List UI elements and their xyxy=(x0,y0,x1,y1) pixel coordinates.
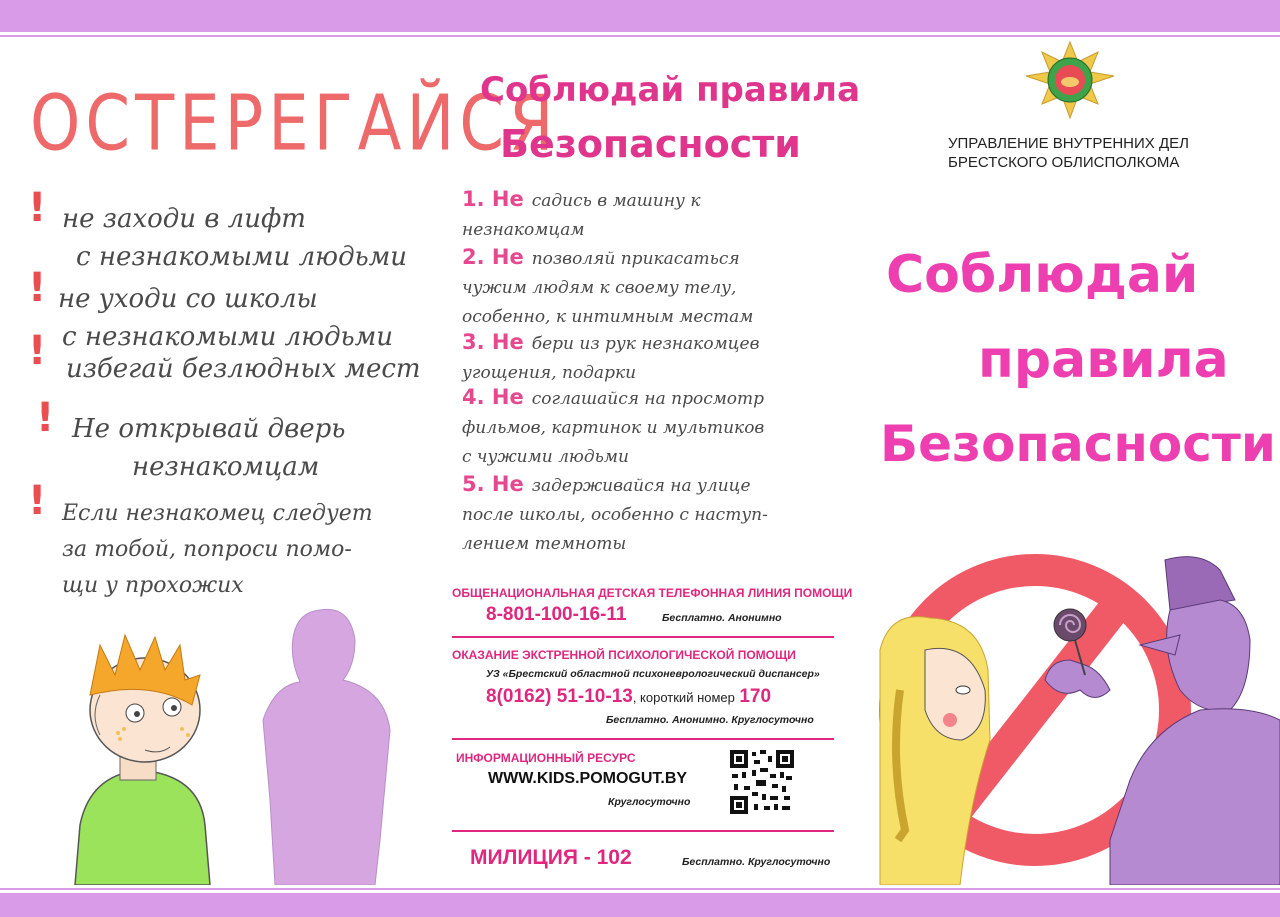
police-label: МИЛИЦИЯ - 102 xyxy=(470,846,632,869)
helpline-note: Бесплатно. Анонимно xyxy=(662,612,782,624)
stranger-silhouette xyxy=(255,600,405,885)
police-note: Бесплатно. Круглосуточно xyxy=(682,856,831,868)
warning-3: избегай безлюдных мест xyxy=(66,354,421,384)
rule-1: 1. Не садись в машину к незнакомцам xyxy=(462,187,701,240)
divider xyxy=(452,738,834,740)
rule-3: 3. Не бери из рук незнакомцев угощения, подарки xyxy=(462,330,760,383)
org-name: УПРАВЛЕНИЕ ВНУТРЕННИХ ДЕЛ БРЕСТСКОГО ОБЛИСПОЛКОМА xyxy=(948,135,1189,171)
exclamation-mark: ! xyxy=(36,395,55,441)
warning-2: не уходи со школы с незнакомыми людьми xyxy=(58,284,394,352)
psych-phone: 8(0162) 51-10-13 xyxy=(486,686,633,707)
top-color-band xyxy=(0,0,1280,32)
psych-header: ОКАЗАНИЕ ЭКСТРЕННОЙ ПСИХОЛОГИЧЕСКОЙ ПОМОЩИ xyxy=(452,648,796,662)
divider xyxy=(452,830,834,832)
bottom-rule xyxy=(0,888,1280,890)
right-title-line3: Безопасности xyxy=(880,415,1276,473)
middle-title-line2: Безопасности xyxy=(500,122,801,166)
boy-illustration xyxy=(60,625,220,885)
qr-code-icon[interactable] xyxy=(730,750,794,814)
exclamation-mark: ! xyxy=(28,265,47,311)
left-title: ОСТЕРЕГАЙСЯ xyxy=(30,80,559,169)
stranger-danger-illustration xyxy=(870,540,1280,885)
resource-note: Круглосуточно xyxy=(608,796,691,808)
right-title-line1: Соблюдай xyxy=(886,245,1199,305)
psych-short-number: 170 xyxy=(739,686,772,707)
warning-5: Если незнакомец следует за тобой, попроси помо- щи у прохожих xyxy=(62,501,373,598)
exclamation-mark: ! xyxy=(28,478,47,524)
top-rule xyxy=(0,35,1280,37)
psych-phone-row: 8(0162) 51-10-13, короткий номер 170 xyxy=(486,686,772,707)
middle-title-line1: Соблюдай правила xyxy=(480,70,861,110)
resource-url[interactable]: WWW.KIDS.POMOGUT.BY xyxy=(488,770,688,787)
exclamation-mark: ! xyxy=(28,185,47,231)
psych-note: Бесплатно. Анонимно. Круглосуточно xyxy=(606,714,814,726)
psych-org: УЗ «Брестский областной психоневрологический диспансер» xyxy=(486,668,820,680)
exclamation-mark: ! xyxy=(28,328,47,374)
rule-5: 5. Не задерживайся на улице после школы, особенно с наступ- лением темноты xyxy=(462,472,768,554)
rule-4: 4. Не соглашайся на просмотр фильмов, картинок и мультиков с чужими людьми xyxy=(462,385,765,467)
bottom-color-band xyxy=(0,893,1280,917)
right-title-line2: правила xyxy=(978,330,1229,390)
warning-4: Не открывай дверь незнакомцам xyxy=(72,414,346,482)
helpline-phone: 8-801-100-16-11 xyxy=(486,604,627,625)
helpline-header: ОБЩЕНАЦИОНАЛЬНАЯ ДЕТСКАЯ ТЕЛЕФОННАЯ ЛИНИЯ ПОМОЩИ xyxy=(452,586,853,600)
divider xyxy=(452,636,834,638)
police-emblem-icon xyxy=(1022,40,1118,122)
warning-1: не заходи в лифт с незнакомыми людьми xyxy=(62,204,408,272)
resource-header: ИНФОРМАЦИОННЫЙ РЕСУРС xyxy=(456,751,636,765)
rule-2: 2. Не позволяй прикасаться чужим людям к своему телу, особенно, к интимным местам xyxy=(462,245,754,327)
